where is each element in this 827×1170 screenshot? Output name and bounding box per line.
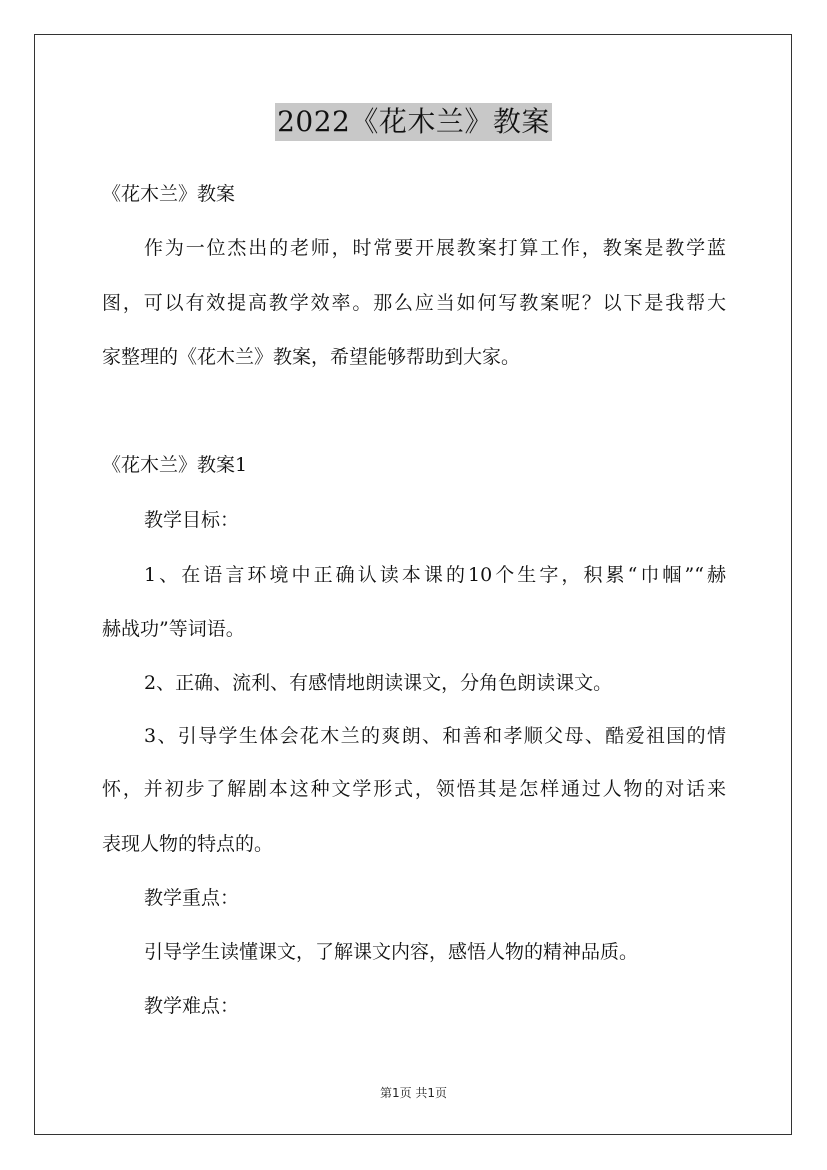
goal-3-line-3: 表现人物的特点的。 — [102, 833, 274, 855]
intro-line-1: 作为一位杰出的老师，时常要开展教案打算工作，教案是教学蓝 — [144, 237, 726, 259]
section-heading: 《花木兰》教案1 — [102, 454, 248, 476]
goal-1-line-2: 赫战功”等词语。 — [102, 618, 245, 640]
difficulty-label: 教学难点： — [144, 995, 240, 1017]
page-footer: 第1页 共1页 — [379, 1086, 448, 1100]
subtitle: 《花木兰》教案 — [102, 183, 236, 205]
intro-line-2: 图，可以有效提高教学效率。那么应当如何写教案呢？以下是我帮大 — [102, 292, 726, 314]
goal-2: 2、正确、流利、有感情地朗读课文，分角色朗读课文。 — [144, 672, 613, 694]
key-points-text: 引导学生读懂课文，了解课文内容，感悟人物的精神品质。 — [144, 941, 639, 963]
intro-line-3: 家整理的《花木兰》教案，希望能够帮助到大家。 — [102, 346, 521, 368]
document-title: 2022《花木兰》教案 — [275, 103, 552, 141]
key-points-label: 教学重点： — [144, 887, 240, 909]
document-title-wrap — [0, 103, 827, 141]
goal-1-line-1: 1、在语言环境中正确认读本课的10个生字，积累“巾帼”“赫 — [144, 564, 726, 586]
goals-label: 教学目标： — [144, 509, 240, 531]
goal-3-line-1: 3、引导学生体会花木兰的爽朗、和善和孝顺父母、酷爱祖国的情 — [144, 725, 726, 747]
goal-3-line-2: 怀，并初步了解剧本这种文学形式，领悟其是怎样通过人物的对话来 — [102, 778, 726, 800]
